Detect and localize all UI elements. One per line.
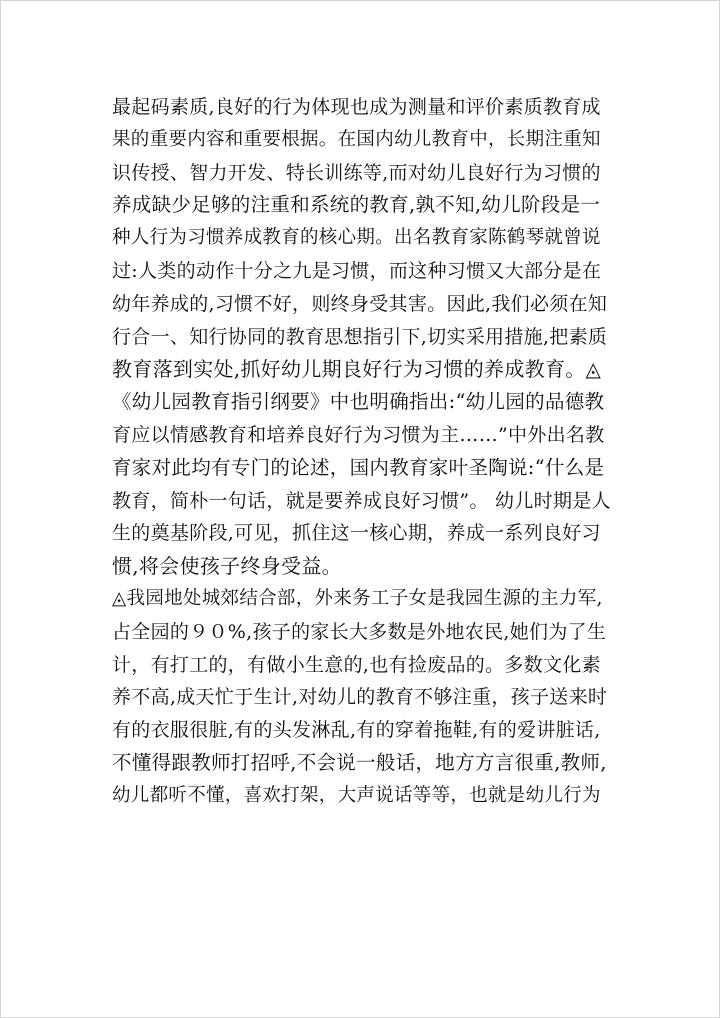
body-text [112, 91, 612, 813]
text-line: 幼年养成的,习惯不好，则终身受其害。因此,我们必须在知 [112, 292, 608, 315]
text-line: 计，有打工的，有做小生意的,也有捡废品的。多数文化素 [112, 653, 601, 676]
text-line: 果的重要内容和重要根据。在国内幼儿教育中，长期注重知 [112, 128, 601, 150]
text-line: 育家对此均有专门的论述，国内教育家叶圣陶说:“什么是 [112, 455, 605, 479]
text-line: ◬我园地处城郊结合部，外来务工子女是我园生源的主力军, [112, 587, 603, 609]
text-line: 识传授、智力开发、特长训练等,而对幼儿良好行为习惯的 [112, 161, 601, 184]
text-line: 生的奠基阶段,可见，抓住这一核心期，养成一系列良好习 [112, 522, 601, 545]
text-line: 养不高,成天忙于生计,对幼儿的教育不够注重，孩子送来时 [112, 686, 608, 709]
text-line: 惯,将会使孩子终身受益。 [112, 554, 342, 579]
text-line: 占全园的９０%,孩子的家长大多数是外地农民,她们为了生 [112, 620, 607, 643]
text-line: 最起码素质,良好的行为体现也成为测量和评价素质教育成 [112, 96, 601, 118]
text-line: 过:人类的动作十分之九是习惯，而这种习惯又大部分是在 [112, 259, 602, 282]
text-line: 有的衣服很脏,有的头发淋乱,有的穿着拖鞋,有的爱讲脏话, [112, 719, 601, 742]
text-line: 《幼儿园教育指引纲要》中也明确指出:“幼儿园的品德教 [112, 390, 605, 414]
text-line: 幼儿都听不懂，喜欢打架，大声说话等等，也就是幼儿行为 [112, 784, 601, 806]
text-line: 种人行为习惯养成教育的核心期。出名教育家陈鹤琴就曾说 [112, 227, 601, 249]
text-line: 不懂得跟教师打招呼,不会说一般话，地方方言很重,教师, [112, 750, 607, 774]
text-line: 养成缺少足够的注重和系统的教育,孰不知,幼儿阶段是一 [112, 193, 601, 217]
text-line: 行合一、知行协同的教育思想指引下,切实采用措施,把素质 [112, 325, 608, 348]
text-line: 教育，简朴一句话，就是要养成良好习惯”。 幼儿时期是人 [112, 489, 611, 512]
text-line: 育应以情感教育和培养良好行为习惯为主……”中外出名教 [112, 423, 605, 446]
text-line: 教育落到实处,抓好幼儿期良好行为习惯的养成教育。◬ [112, 357, 602, 382]
